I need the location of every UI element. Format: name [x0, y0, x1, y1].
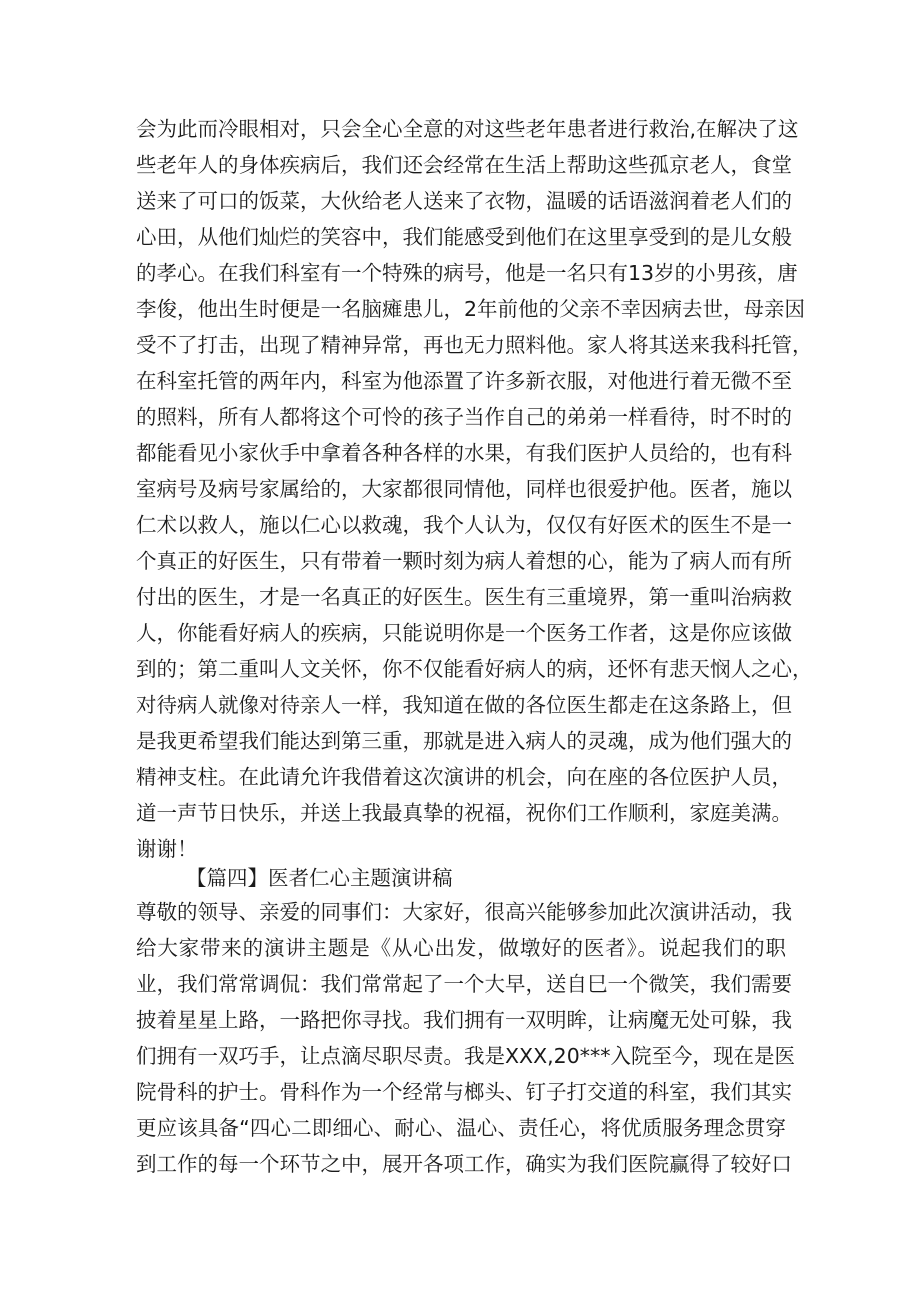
- paragraph-line: 的孝心。在我们科室有一个特殊的病号，他是一名只有13岁的小男孩，唐: [136, 261, 798, 285]
- paragraph-line: 精神支柱。在此请允许我借着这次演讲的机会，向在座的各位医护人员，: [136, 765, 792, 789]
- paragraph-line: 李俊，他出生时便是一名脑瘫患儿，2年前他的父亲不幸因病去世，母亲因: [136, 297, 806, 321]
- paragraph-line: 室病号及病号家属给的，大家都很同情他，同样也很爱护他。医者，施以: [136, 477, 792, 501]
- paragraph-two: [136, 894, 795, 1182]
- paragraph-line: 披着星星上路，一路把你寻找。我们拥有一双明眸，让病魔无处可躲，我: [136, 1008, 792, 1032]
- paragraph-line: 到工作的每一个环节之中，展开各项工作，确实为我们医院赢得了较好口: [136, 1152, 792, 1176]
- paragraph-line: 们拥有一双巧手，让点滴尽职尽责。我是XXX,20***入院至今，现在是医: [136, 1044, 795, 1068]
- paragraph-line: 付出的医生，才是一名真正的好医生。医生有三重境界，第一重叫治病救: [136, 585, 792, 609]
- paragraph-line: 受不了打击，出现了精神异常，再也无力照料他。家人将其送来我科托管，: [136, 333, 813, 357]
- section-heading: 【篇四】医者仁心主题演讲稿: [186, 866, 453, 890]
- paragraph-line: 院骨科的护士。骨科作为一个经常与榔头、钉子打交道的科室，我们其实: [136, 1080, 792, 1104]
- paragraph-line: 的照料，所有人都将这个可怜的孩子当作自己的弟弟一样看待，时不时的: [136, 405, 792, 429]
- paragraph-line: 人，你能看好病人的疾病，只能说明你是一个医务工作者，这是你应该做: [136, 621, 792, 645]
- paragraph-line: 都能看见小家伙手中拿着各种各样的水果，有我们医护人员给的，也有科: [136, 441, 792, 465]
- paragraph-line-closing: 谢谢！: [136, 837, 198, 861]
- paragraph-line: 个真正的好医生，只有带着一颗时刻为病人着想的心，能为了病人而有所: [136, 549, 792, 573]
- paragraph-line: 更应该具备“四心二即细心、耐心、温心、责任心，将优质服务理念贯穿: [136, 1116, 786, 1140]
- paragraph-line: 到的；第二重叫人文关怀，你不仅能看好病人的病，还怀有悲天悯人之心，: [136, 657, 813, 681]
- paragraph-line: 些老年人的身体疾病后，我们还会经常在生活上帮助这些孤京老人，食堂: [136, 153, 792, 177]
- paragraph-line: 在科室托管的两年内，科室为他添置了许多新衣服，对他进行着无微不至: [136, 369, 792, 393]
- paragraph-line: 会为此而冷眼相对，只会全心全意的对这些老年患者进行救治,在解决了这: [136, 117, 799, 141]
- paragraph-line: 心田，从他们灿烂的笑容中，我们能感受到他们在这里享受到的是儿女般: [136, 225, 792, 249]
- paragraph-line: 仁术以救人，施以仁心以救魂，我个人认为，仅仅有好医术的医生不是一: [136, 513, 792, 537]
- paragraph-line: 业，我们常常调侃：我们常常起了一个大早，送自巳一个微笑，我们需要: [136, 972, 792, 996]
- paragraph-one: [136, 111, 813, 867]
- paragraph-line: 尊敬的领导、亲爱的同事们：大家好，很高兴能够参加此次演讲活动，我: [136, 900, 792, 924]
- paragraph-line: 给大家带来的演讲主题是《从心出发，做墩好的医者》。说起我们的职: [136, 936, 786, 960]
- paragraph-line: 道一声节日快乐，并送上我最真挚的祝福，祝你们工作顺利，家庭美满。: [136, 801, 792, 825]
- paragraph-line: 是我更希望我们能达到第三重，那就是进入病人的灵魂，成为他们强大的: [136, 729, 792, 753]
- paragraph-line: 送来了可口的饭菜，大伙给老人送来了衣物，温暖的话语滋润着老人们的: [136, 189, 792, 213]
- paragraph-line: 对待病人就像对待亲人一样，我知道在做的各位医生都走在这条路上，但: [136, 693, 792, 717]
